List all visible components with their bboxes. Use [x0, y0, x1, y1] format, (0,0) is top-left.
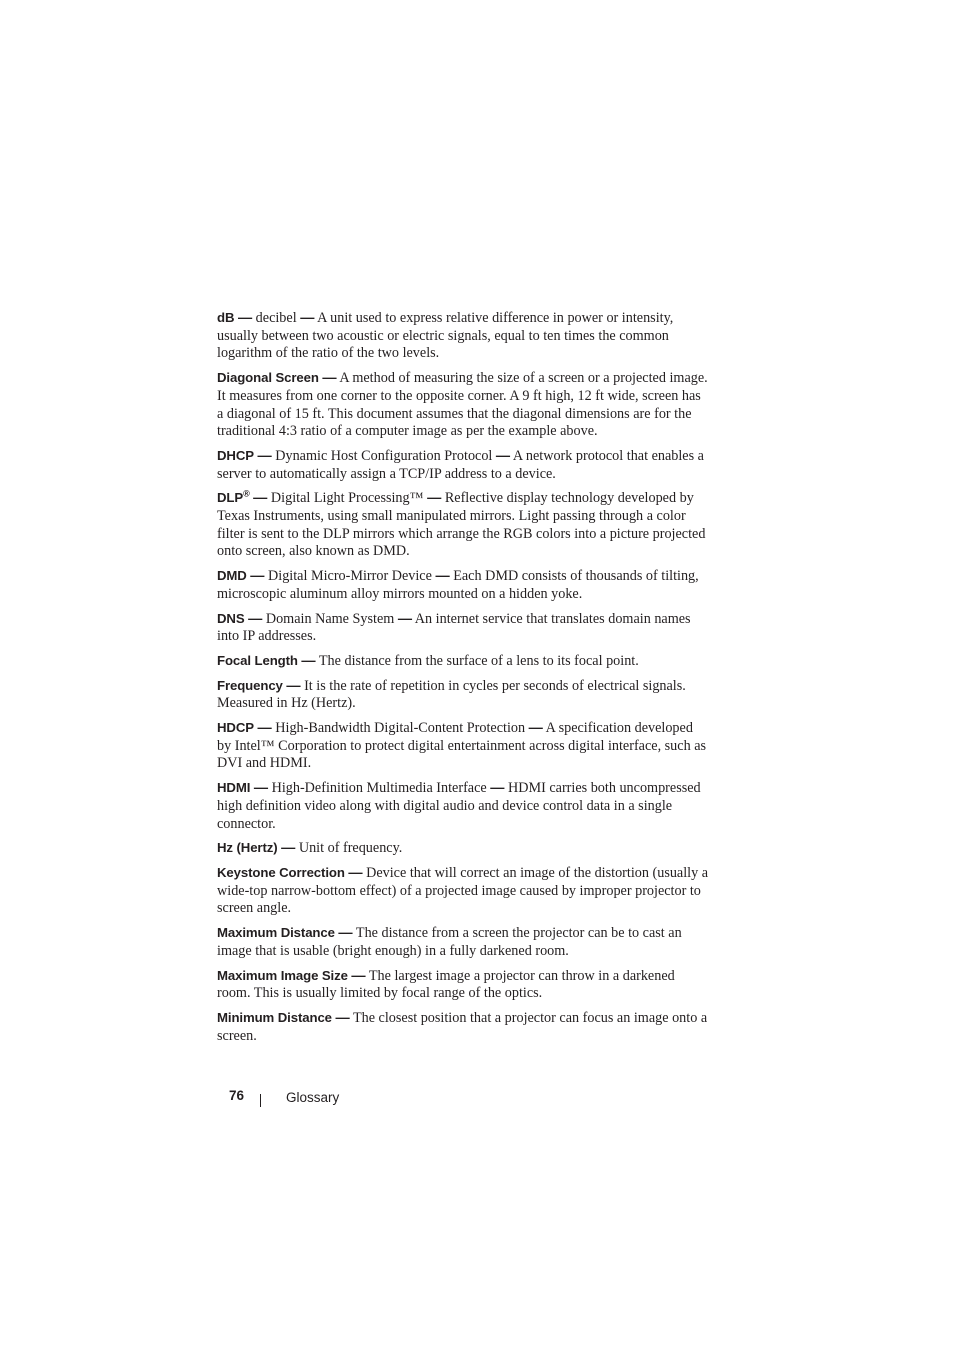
glossary-entry: Keystone Correction — Device that will correct an image of the distortion (usually a wide-top narrow-bottom effect) of a projected image caused by improper projector to screen angle. [217, 864, 709, 917]
term-definition: A specification developed by Intel™ Corporation to protect digital entertainment across digital interface, such as DVI and HDMI. [217, 720, 707, 772]
term-expansion: Domain Name System [265, 610, 395, 627]
glossary-term: DLP® [217, 488, 250, 506]
term-expansion: decibel [255, 310, 297, 326]
glossary-entry: dB — decibel — A unit used to express relative difference in power or intensity, usually between two acoustic or electric signals, equal to ten times the common logarithm of the ratio of the two levels. [217, 310, 674, 362]
glossary-term: DNS [217, 610, 245, 626]
term-definition: A method of measuring the size of a screen or a projected image. It measures from one corner to the opposite corner. A 9 ft high, 12 ft wide, screen has a diagonal of 15 ft. This document assumes that the diagonal dimensions are for the traditional 4:3 ratio of a computer image as per the example above. [217, 370, 708, 440]
term-definition: The distance from the surface of a lens to its focal point. [318, 652, 639, 669]
term-expansion: Digital Micro-Mirror Device [268, 568, 432, 585]
term-expansion: High-Bandwidth Digital-Content Protection [275, 720, 526, 737]
glossary-entry: DNS — Domain Name System — An internet service that translates domain names into IP addresses. [217, 610, 691, 645]
glossary-entry: Frequency — It is the rate of repetition in cycles per seconds of electrical signals. Measured in Hz (Hertz). [217, 677, 686, 712]
term-definition: The largest image a projector can throw in a darkened room. This is usually limited by focal range of the optics. [217, 967, 675, 1002]
glossary-entry: DLP® — Digital Light Processing™ — Reflective display technology developed by Texas Instruments, using small manipulated mirrors. Light passing through a color filter is sent to the DLP mirrors which arrange the RGB colors into a picture projected onto screen, also known as DMD. [217, 488, 706, 560]
glossary-entry: DHCP — Dynamic Host Configuration Protocol — A network protocol that enables a server to automatically assign a TCP/IP address to a device. [217, 447, 704, 482]
term-definition: The distance from a screen the projector can be to cast an image that is usable (bright enough) in a fully darkened room. [217, 925, 682, 959]
footer-divider [260, 1094, 261, 1107]
glossary-term: Focal Length [217, 652, 298, 668]
glossary-entry: HDCP — High-Bandwidth Digital-Content Protection — A specification developed by Intel™ Corporation to protect digital entertainment across digital interface, such as DVI and HDMI. [217, 720, 707, 772]
page-number: 76 [229, 1088, 245, 1103]
term-definition: It is the rate of repetition in cycles per seconds of electrical signals. Measured in Hz (Hertz). [217, 677, 686, 712]
glossary-entry: DMD — Digital Micro-Mirror Device — Each DMD consists of thousands of tilting, microscopic aluminum alloy mirrors mounted on a hidden yoke. [217, 568, 699, 602]
glossary-entry: HDMI — High-Definition Multimedia Interface — HDMI carries both uncompressed high definition video along with digital audio and device control data in a single connector. [217, 780, 701, 832]
glossary-term: Maximum Image Size [217, 967, 348, 983]
term-definition: Device that will correct an image of the distortion (usually a wide-top narrow-bottom effect) of a projected image caused by improper projector to screen angle. [217, 864, 709, 917]
glossary-term: DMD [217, 568, 247, 584]
glossary-entry: Diagonal Screen — A method of measuring the size of a screen or a projected image. It measures from one corner to the opposite corner. A 9 ft high, 12 ft wide, screen has a diagonal of 15 ft. This document assumes that the diagonal dimensions are for the traditional 4:3 ratio of a computer image as per the example above. [217, 370, 708, 440]
term-definition: A network protocol that enables a server to automatically assign a TCP/IP address to a device. [217, 447, 704, 482]
glossary-entry: Hz (Hertz) — Unit of frequency. [217, 840, 403, 857]
glossary-term: Frequency [217, 677, 283, 693]
term-definition: Each DMD consists of thousands of tilting, microscopic aluminum alloy mirrors mounted on a hidden yoke. [217, 568, 699, 602]
glossary-term: DHCP [217, 447, 254, 463]
glossary-entry: Maximum Image Size — The largest image a projector can throw in a darkened room. This is usually limited by focal range of the optics. [217, 967, 675, 1002]
glossary-term: Keystone Correction [217, 864, 345, 880]
term-expansion: Dynamic Host Configuration Protocol [275, 447, 493, 464]
glossary-entry: Focal Length — The distance from the surface of a lens to its focal point. [217, 652, 639, 669]
term-expansion: Digital Light Processing™ [270, 490, 424, 507]
glossary-entry: Maximum Distance — The distance from a screen the projector can be to cast an image that is usable (bright enough) in a fully darkened room. [217, 925, 682, 959]
term-definition: Reflective display technology developed by Texas Instruments, using small manipulated mirrors. Light passing through a color filter is sent to the DLP mirrors which arrange the RGB colors into a picture projected onto screen, also known as DMD. [217, 490, 706, 560]
term-definition: Unit of frequency. [298, 840, 403, 857]
term-definition: An internet service that translates domain names into IP addresses. [217, 610, 691, 645]
term-definition: The closest position that a projector can focus an image onto a screen. [217, 1009, 708, 1044]
glossary-term: HDCP [217, 720, 254, 736]
glossary-list [217, 309, 709, 1051]
term-definition: HDMI carries both uncompressed high definition video along with digital audio and device control data in a single connector. [217, 780, 701, 832]
glossary-term: Minimum Distance [217, 1009, 332, 1025]
glossary-entry: Minimum Distance — The closest position that a projector can focus an image onto a screen. [217, 1009, 708, 1044]
glossary-term: HDMI [217, 780, 251, 796]
term-expansion: High-Definition Multimedia Interface [271, 780, 487, 797]
registered-mark: ® [243, 488, 250, 499]
glossary-term: dB [217, 310, 235, 325]
glossary-term: Diagonal Screen [217, 370, 319, 386]
glossary-term: Hz (Hertz) [217, 840, 278, 856]
glossary-term: Maximum Distance [217, 925, 335, 941]
section-name: Glossary [286, 1090, 340, 1105]
term-definition: A unit used to express relative difference in power or intensity, usually between two acoustic or electric signals, equal to ten times the common logarithm of the ratio of the two levels. [217, 310, 674, 362]
